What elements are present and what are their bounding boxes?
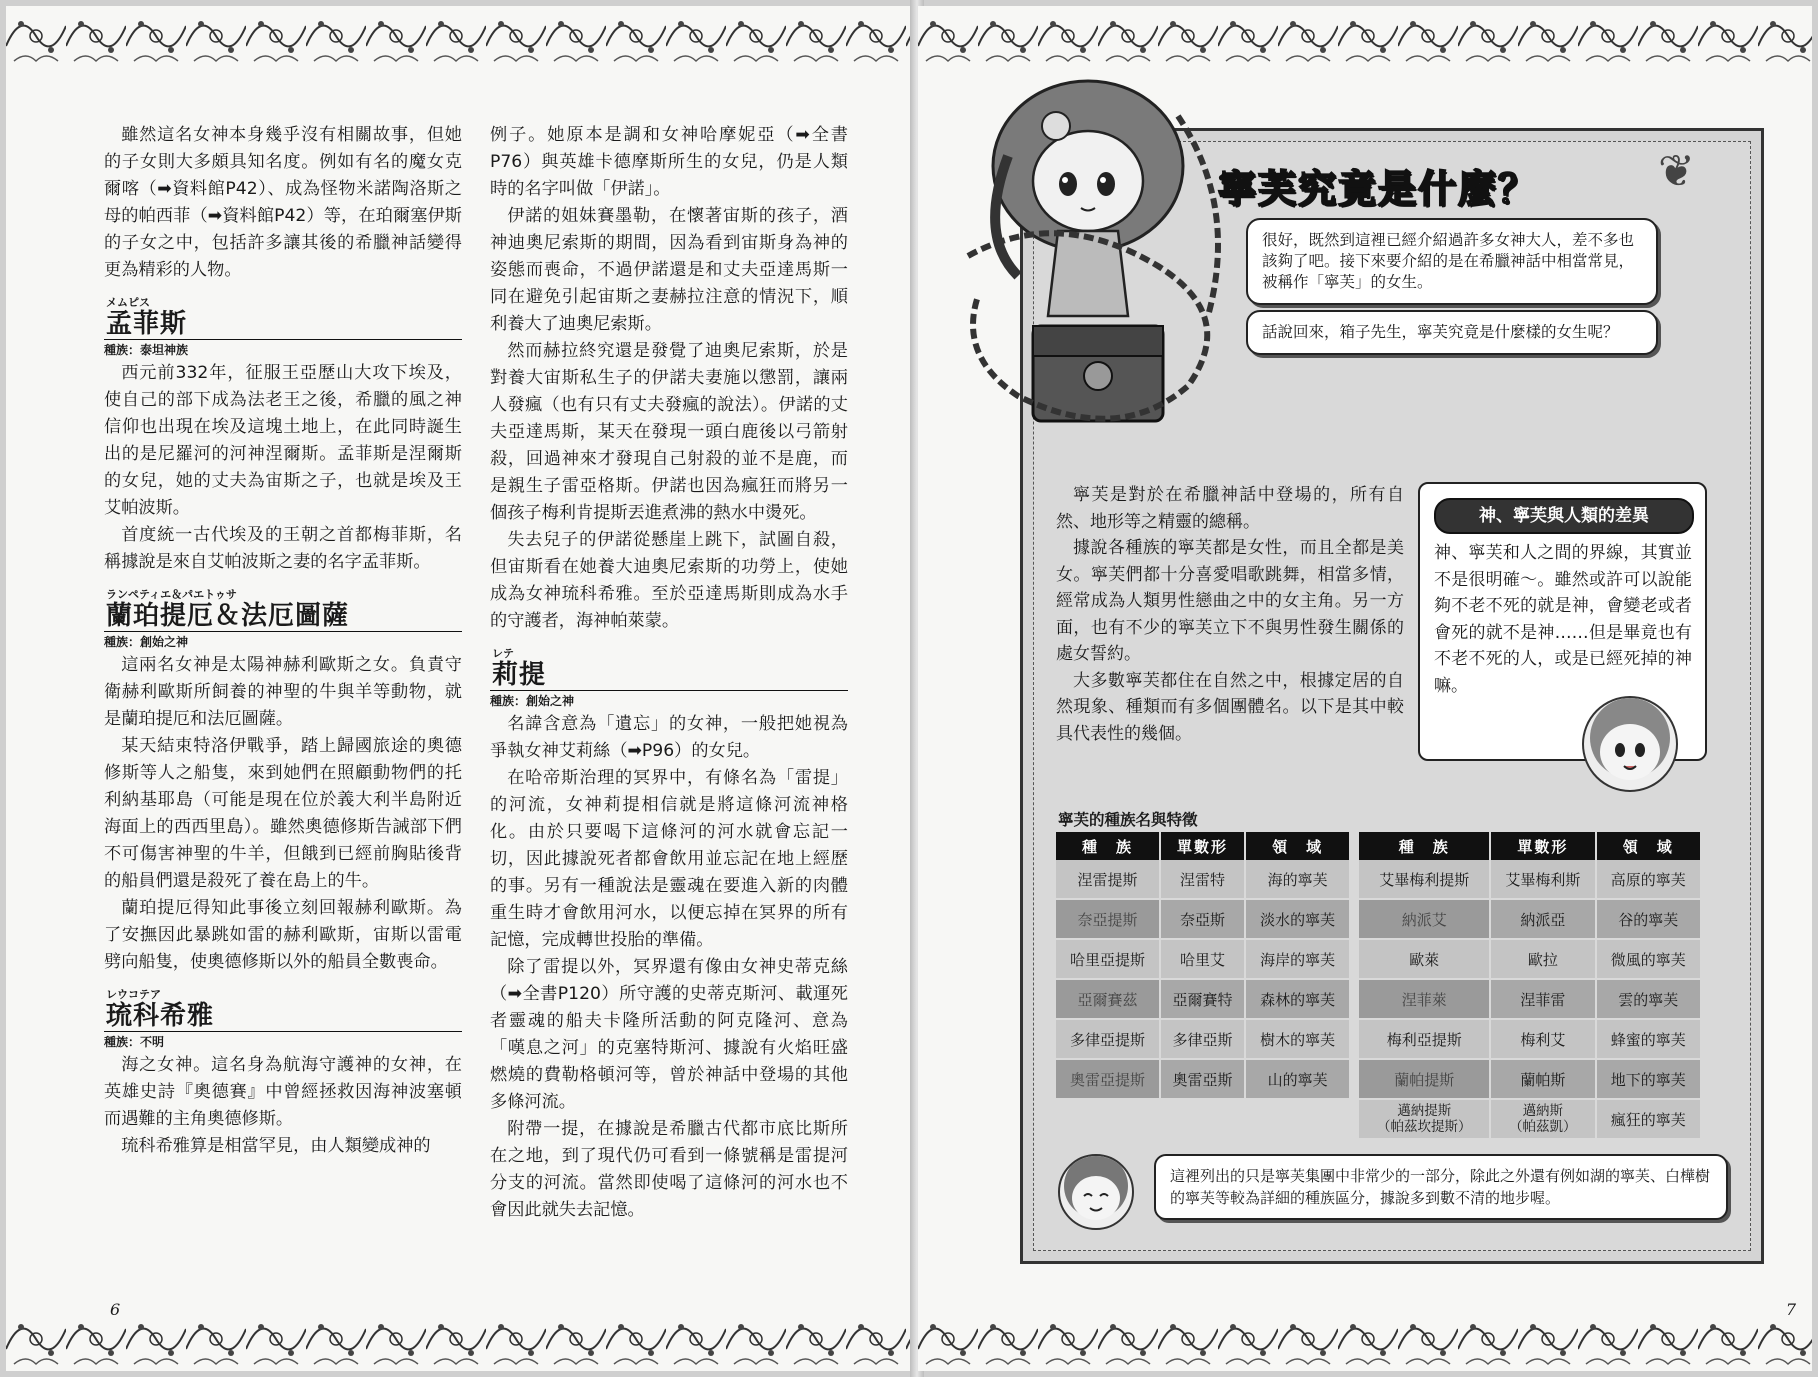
section-lethe [490, 647, 848, 1224]
paragraph: 這兩名女神是太陽神赫利歐斯之女。負責守衛赫利歐斯所飼養的神聖的牛與羊等動物，就是蘭珀提厄和法厄圖薩。 [104, 655, 462, 729]
header-cell: 領 域 [1245, 832, 1350, 860]
paragraph: 據說各種族的寧芙都是女性，而且全都是美女。寧芙們都十分喜愛唱歌跳舞，相當多情，經常成為人類男性戀曲之中的女主角。另一方面，也有不少的寧芙立下不與男性發生關係的處女誓約。 [1056, 538, 1404, 664]
table-row [1056, 1019, 1701, 1059]
table-cell: 亞爾賽茲 [1056, 979, 1160, 1019]
table-row [1056, 860, 1701, 899]
table-separator [1350, 860, 1359, 899]
table-cell: 邁納提斯 （帕茲坎提斯） [1359, 1099, 1490, 1139]
table-cell: 亞爾賽特 [1160, 979, 1245, 1019]
left-column-2 [490, 118, 848, 1224]
table-cell: 雲的寧芙 [1596, 979, 1701, 1019]
section-lampetie [104, 588, 462, 976]
table-cell: 艾畢梅利提斯 [1359, 860, 1490, 899]
page-number: 6 [110, 1300, 121, 1319]
table-cell: 涅雷特 [1160, 860, 1245, 899]
table-separator [1350, 1099, 1359, 1139]
table-cell: 海岸的寧芙 [1245, 939, 1350, 979]
section-title: 孟菲斯 [106, 309, 188, 339]
swirl-ornament-icon: ❦ [1658, 146, 1695, 197]
sidebox-body: 神、寧芙和人之間的界線，其實並不是很明確～。雖然或許可以說能夠不老不死的就是神，會變老或者會死的就不是神……但是畢竟也有不老不死的人，或是已經死掉的神嘛。 [1434, 543, 1692, 696]
nymph-body-text [1056, 482, 1404, 747]
table-cell: 地下的寧芙 [1596, 1059, 1701, 1099]
section-title: 莉提 [492, 660, 547, 690]
table-cell [1056, 1099, 1160, 1139]
paragraph: 然而赫拉終究還是發覺了迪奧尼索斯，於是對養大宙斯私生子的伊諾夫妻施以懲罰，讓兩人發瘋（也有只有丈夫發瘋的說法）。伊諾的丈夫亞達馬斯，某天在發現一頭白鹿後以弓箭射殺，回過神來才發現自己射殺的並不是鹿，而是親生子雷亞格斯。伊諾也因為瘋狂而將另一個孩子梅利肯提斯丟進煮沸的熱水中燙死。 [490, 341, 848, 523]
chibi-girl-with-chest-illustration [938, 56, 1258, 456]
table-cell: 納派亞 [1490, 899, 1595, 939]
table-cell: 梅利亞提斯 [1359, 1019, 1490, 1059]
table-cell: 微風的寧芙 [1596, 939, 1701, 979]
nymph-race-table [1056, 832, 1702, 1140]
table-cell: 多律亞斯 [1160, 1019, 1245, 1059]
paragraph: 大多數寧芙都住在自然之中，根據定居的自然現象、種類而有多個團體名。以下是其中較具代表性的幾個。 [1056, 670, 1404, 744]
table-cell: 涅菲雷 [1490, 979, 1595, 1019]
table-separator [1350, 1059, 1359, 1099]
table-cell: 蜂蜜的寧芙 [1596, 1019, 1701, 1059]
table-row [1056, 1099, 1701, 1139]
table-separator [1350, 979, 1359, 1019]
feature-banner-title: 寧芙究竟是什麼？ [1218, 167, 1539, 211]
table-cell: 歐萊 [1359, 939, 1490, 979]
table-cell: 瘋狂的寧芙 [1596, 1099, 1701, 1139]
race-label: 種族：泰坦神族 [104, 339, 462, 358]
paragraph: 名諱含意為「遺忘」的女神，一般把她視為爭執女神艾莉絲（➡P96）的女兒。 [490, 714, 848, 761]
header-cell: 單數形 [1160, 832, 1245, 860]
section-ruby: レウコテア [106, 988, 161, 1001]
paragraph: 蘭珀提厄得知此事後立刻回報赫利歐斯。為了安撫因此暴跳如雷的赫利歐斯，宙斯以雷電劈向船隻，使奧德修斯以外的船員全數喪命。 [104, 898, 462, 972]
boy-face-icon [1058, 1154, 1134, 1230]
paragraph: 例子。她原本是調和女神哈摩妮亞（➡全書P76）與英雄卡德摩斯所生的女兒，仍是人類時的名字叫做「伊諾」。 [490, 125, 848, 199]
table-cell: 森林的寧芙 [1245, 979, 1350, 1019]
paragraph: 琉科希雅算是相當罕見，由人類變成神的 [121, 1136, 431, 1156]
right-page [918, 6, 1812, 1371]
section-memphis [104, 296, 462, 576]
speech-bubble-2: 話說回來，箱子先生，寧芙究竟是什麼樣的女生呢？ [1246, 310, 1658, 355]
race-label: 種族：創始之神 [104, 631, 462, 650]
top-ornament-border [6, 6, 916, 68]
table-cell: 歐拉 [1490, 939, 1595, 979]
footnote-bubble: 這裡列出的只是寧芙集團中非常少的一部分，除此之外還有例如湖的寧芙、白樺樹的寧芙等較為詳細的種族區分，據說多到數不清的地步喔。 [1154, 1154, 1728, 1220]
paragraph: 附帶一提，在據說是希臘古代都市底比斯所在之地，到了現代仍可看到一條號稱是雷提河分支的河流。當然即使喝了這條河的河水也不會因此就失去記憶。 [490, 1119, 848, 1220]
section-ruby: メムピス [106, 296, 150, 309]
section-ruby: ランペティエ＆パエトゥサ [106, 588, 237, 601]
header-cell: 種 族 [1359, 832, 1490, 860]
table-cell: 奧雷亞斯 [1160, 1059, 1245, 1099]
table-cell: 哈里亞提斯 [1056, 939, 1160, 979]
table-cell [1160, 1099, 1245, 1139]
table-separator [1350, 939, 1359, 979]
table-cell: 涅雷提斯 [1056, 860, 1160, 899]
bottom-ornament-border [918, 1309, 1812, 1371]
paragraph: 伊諾的姐妹賽墨勒，在懷著宙斯的孩子，酒神迪奧尼索斯的期間，因為看到宙斯身為神的姿態而喪命，不過伊諾還是和丈夫亞達馬斯一同在避免引起宙斯之妻赫拉注意的情況下，順利養大了迪奧尼索斯。 [490, 206, 848, 334]
table-row [1056, 1059, 1701, 1099]
page-number: 7 [1785, 1300, 1796, 1319]
table-row [1056, 979, 1701, 1019]
paragraph: 在哈帝斯治理的冥界中，有條名為「雷提」的河流，女神莉提相信就是將這條河流神格化。由於只要喝下這條河的河水就會忘記一切，因此據說死者都會飲用並忘記在地上經歷的事。另有一種說法是靈魂在要進入新的肉體重生時才會飲用河水，以便忘掉在冥界的所有記憶，完成轉世投胎的準備。 [490, 768, 848, 950]
header-cell: 種 族 [1056, 832, 1160, 860]
table-cell: 涅菲萊 [1359, 979, 1490, 1019]
table-cell: 艾畢梅利斯 [1490, 860, 1595, 899]
left-column-1 [104, 118, 462, 1160]
table-caption: 寧芙的種族名與特徵 [1058, 811, 1198, 829]
table-cell: 奈亞提斯 [1056, 899, 1160, 939]
race-label: 種族：不明 [104, 1031, 462, 1050]
table-cell: 邁納斯 （帕茲凱） [1490, 1099, 1595, 1139]
table-separator [1350, 832, 1359, 860]
table-cell: 多律亞提斯 [1056, 1019, 1160, 1059]
header-cell: 單數形 [1490, 832, 1595, 860]
girl-face-icon [1582, 696, 1678, 792]
paragraph: 某天結束特洛伊戰爭，踏上歸國旅途的奧德修斯等人之船隻，來到她們在照顧動物們的托利納基耶島（可能是現在位於義大利半島附近海面上的西西里島）。雖然奧德修斯告誡部下們不可傷害神聖的牛羊，但餓到已經前胸貼後背的船員們還是殺死了養在島上的牛。 [104, 736, 462, 891]
table-cell: 海的寧芙 [1245, 860, 1350, 899]
table-cell: 高原的寧芙 [1596, 860, 1701, 899]
section-ruby: レテ [492, 647, 514, 660]
table-cell: 蘭帕斯 [1490, 1059, 1595, 1099]
table-separator [1350, 1019, 1359, 1059]
table-cell: 谷的寧芙 [1596, 899, 1701, 939]
table-cell: 梅利艾 [1490, 1019, 1595, 1059]
paragraph: 除了雷提以外，冥界還有像由女神史蒂克絲（➡全書P120）所守護的史蒂克斯河、載運死者靈魂的船夫卡隆所活動的阿克隆河、意為「嘆息之河」的克塞特斯河、據說有火焰旺盛燃燒的費勒格頓河等，曾於神話中登場的其他多條河流。 [490, 957, 848, 1112]
paragraph: 海之女神。這名身為航海守護神的女神，在英雄史詩『奧德賽』中曾經拯救因海神波塞頓而遇難的主角奧德修斯。 [104, 1055, 462, 1129]
left-page [6, 6, 916, 1371]
bottom-ornament-border [6, 1309, 916, 1371]
table-cell: 奈亞斯 [1160, 899, 1245, 939]
intro-paragraph: 雖然這名女神本身幾乎沒有相關故事，但她的子女則大多頗具知名度。例如有名的魔女克爾喀（➡資料館P42）、成為怪物米諾陶洛斯之母的帕西菲（➡資料館P42）等，在珀爾塞伊斯的子女之中，包括許多讓其後的希臘神話變得更為精彩的人物。 [104, 125, 462, 280]
table-separator [1350, 899, 1359, 939]
table-cell: 奧雷亞提斯 [1056, 1059, 1160, 1099]
paragraph: 失去兒子的伊諾從懸崖上跳下，試圖自殺，但宙斯看在她養大迪奧尼索斯的功勞上，使她成為女神琉科希雅。至於亞達馬斯則成為水手的守護者，海神帕萊蒙。 [490, 530, 848, 631]
section-title: 琉科希雅 [106, 1001, 215, 1031]
paragraph: 首度統一古代埃及的王朝之首都梅菲斯，名稱據說是來自艾帕波斯之妻的名字孟菲斯。 [104, 525, 462, 572]
table-cell [1245, 1099, 1350, 1139]
paragraph: 寧芙是對於在希臘神話中登場的，所有自然、地形等之精靈的總稱。 [1056, 485, 1404, 532]
sidebox-title: 神、寧芙與人類的差異 [1434, 498, 1694, 534]
race-label: 種族：創始之神 [490, 690, 848, 709]
paragraph: 西元前332年，征服王亞歷山大攻下埃及，使自己的部下成為法老王之後，希臘的風之神信仰也出現在埃及這塊土地上，在此同時誕生出的是尼羅河的河神涅爾斯。孟菲斯是涅爾斯的女兒，她的丈夫為宙斯之子，也就是埃及王艾帕波斯。 [104, 363, 462, 518]
table-cell: 山的寧芙 [1245, 1059, 1350, 1099]
table-row [1056, 899, 1701, 939]
header-cell: 領 域 [1596, 832, 1701, 860]
table-cell: 納派艾 [1359, 899, 1490, 939]
table-cell: 蘭帕提斯 [1359, 1059, 1490, 1099]
speech-bubble-1: 很好，既然到這裡已經介紹過許多女神大人，差不多也該夠了吧。接下來要介紹的是在希臘神話中相當常見，被稱作「寧芙」的女生。 [1246, 218, 1658, 305]
section-title: 蘭珀提厄＆法厄圖薩 [106, 601, 350, 631]
table-cell: 樹木的寧芙 [1245, 1019, 1350, 1059]
table-header-row [1056, 832, 1701, 860]
table-cell: 淡水的寧芙 [1245, 899, 1350, 939]
table-cell: 哈里艾 [1160, 939, 1245, 979]
table-row [1056, 939, 1701, 979]
section-leucothea [104, 988, 462, 1160]
